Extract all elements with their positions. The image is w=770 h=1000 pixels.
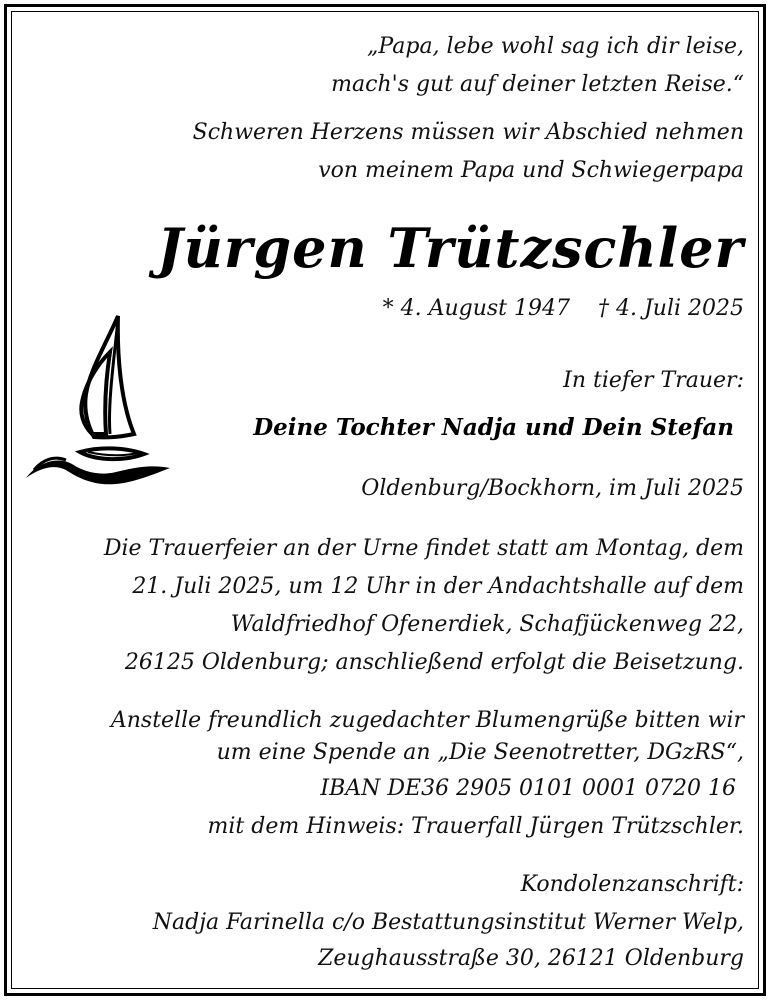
intro-line-2: von meinem Papa und Schwiegerpapa	[318, 158, 744, 183]
deceased-name: Jürgen Trützschler	[157, 216, 744, 280]
condolence-label: Kondolenzanschrift:	[520, 872, 744, 897]
intro-line-1: Schweren Herzens müssen wir Abschied nehmen	[192, 120, 744, 145]
service-line-3: Waldfriedhof Ofenerdiek, Schafjückenweg 22,	[230, 612, 744, 637]
donation-line-4: mit dem Hinweis: Trauerfall Jürgen Trützschler.	[207, 814, 744, 839]
condolence-line-1: Nadja Farinella c/o Bestattungsinstitut Werner Welp,	[152, 910, 744, 935]
donation-line-1: Anstelle freundlich zugedachter Blumengrüße bitten wir	[110, 708, 744, 733]
life-dates: * 4. August 1947 † 4. Juli 2025	[382, 296, 744, 321]
iban: IBAN DE36 2905 0101 0001 0720 16	[320, 776, 736, 801]
donation-line-2: um eine Spende an „Die Seenotretter, DGzRS“,	[216, 740, 744, 765]
service-line-2: 21. Juli 2025, um 12 Uhr in der Andachtshalle auf dem	[132, 574, 744, 599]
service-line-4: 26125 Oldenburg; anschließend erfolgt die Beisetzung.	[124, 650, 744, 675]
mourning-label: In tiefer Trauer:	[563, 368, 744, 393]
sailboat-icon	[24, 312, 172, 490]
mourners: Deine Tochter Nadja und Dein Stefan	[253, 414, 734, 441]
quote-line-2: mach's gut auf deiner letzten Reise.“	[331, 72, 744, 97]
quote-line-1: „Papa, lebe wohl sag ich dir leise,	[367, 34, 744, 59]
service-line-1: Die Trauerfeier an der Urne findet statt am Montag, dem	[103, 536, 744, 561]
condolence-line-2: Zeughausstraße 30, 26121 Oldenburg	[318, 946, 744, 971]
place-date: Oldenburg/Bockhorn, im Juli 2025	[361, 476, 744, 501]
